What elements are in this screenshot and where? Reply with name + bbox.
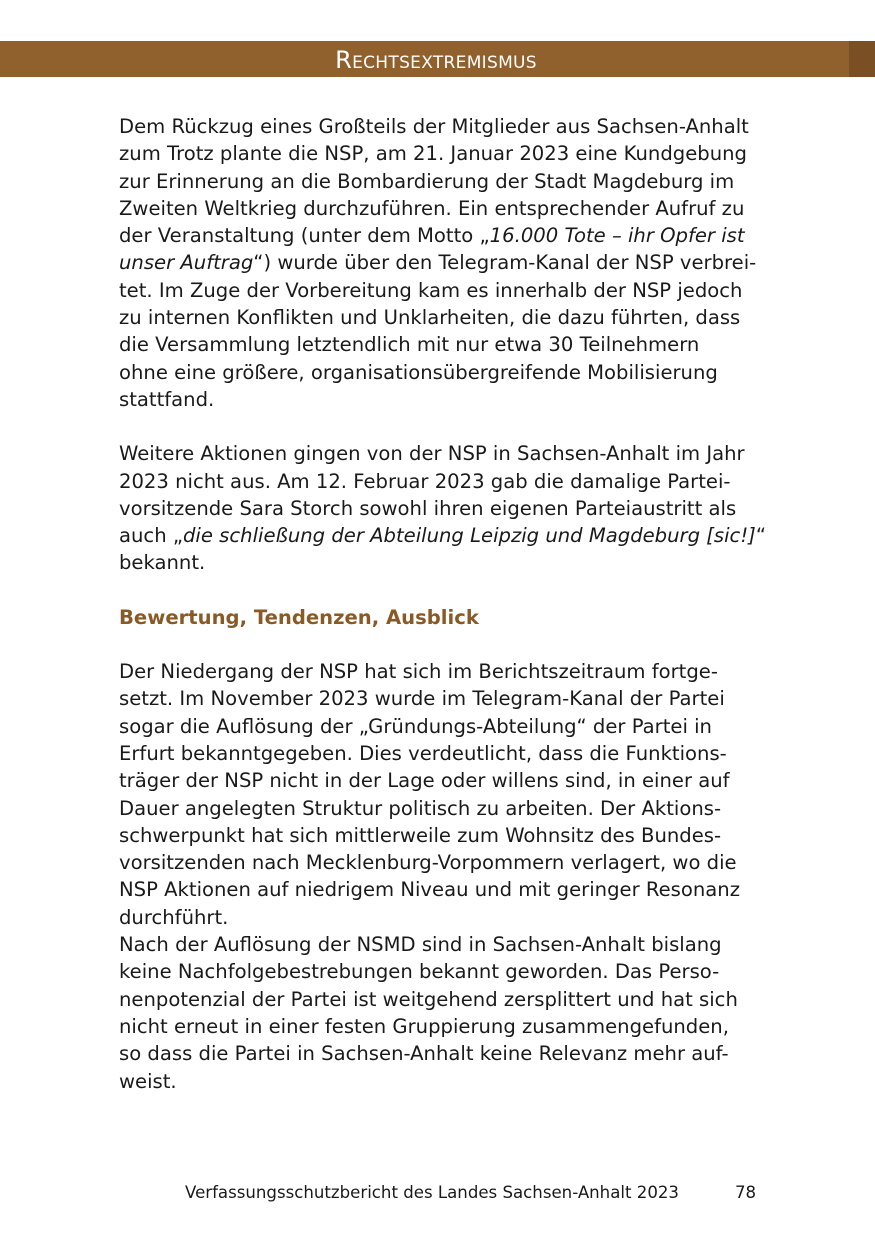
text-line: Nach der Auflösung der NSMD sind in Sachsen-Anhalt bislang — [119, 933, 722, 957]
text-line: zu internen Konflikten und Unklarheiten, die dazu führten, dass — [119, 306, 741, 330]
text-line: bekannt. — [119, 551, 206, 575]
text-line: die Versammlung letztendlich mit nur etwa 30 Teilnehmern — [119, 333, 700, 357]
subheading: Bewertung, Tendenzen, Ausblick — [119, 605, 479, 629]
text-line: setzt. Im November 2023 wurde im Telegram-Kanal der Partei — [119, 687, 725, 711]
text-line: nicht erneut in einer festen Gruppierung zusammengefunden, — [119, 1014, 729, 1038]
text-fragment: auch „ — [119, 524, 183, 548]
footer-publication-title: Verfassungsschutzbericht des Landes Sachsen-Anhalt 2023 — [185, 1183, 679, 1202]
text-line — [119, 249, 759, 276]
paragraph-2 — [119, 440, 766, 576]
paragraph-3 — [119, 658, 759, 1095]
section-title: Rechtsextremismus — [335, 46, 537, 74]
text-line — [119, 522, 766, 549]
text-line: Weitere Aktionen gingen von der NSP in Sachsen-Anhalt im Jahr — [119, 442, 745, 466]
text-line: Dauer angelegten Struktur politisch zu arbeiten. Der Aktions- — [119, 796, 722, 820]
text-line: Erfurt bekanntgegeben. Dies verdeutlicht, dass die Funktions- — [119, 741, 727, 765]
paragraph-spacer — [119, 577, 759, 604]
text-line: sogar die Auflösung der „Gründungs-Abteilung“ der Partei in — [119, 714, 712, 738]
text-line: Dem Rückzug eines Großteils der Mitglieder aus Sachsen-Anhalt — [119, 115, 749, 138]
text-line: ohne eine größere, organisationsübergreifende Mobilisierung — [119, 360, 718, 384]
text-line: keine Nachfolgebestrebungen bekannt geworden. Das Perso- — [119, 960, 720, 984]
text-line: 2023 nicht aus. Am 12. Februar 2023 gab die damalige Partei- — [119, 469, 731, 493]
text-line: vorsitzenden nach Mecklenburg-Vorpommern verlagert, wo die — [119, 851, 737, 875]
page-number: 78 — [735, 1183, 757, 1202]
text-line: träger der NSP nicht in der Lage oder willens sind, in einer auf — [119, 769, 730, 793]
text-line: durchführt. — [119, 905, 229, 929]
text-line: nenpotenzial der Partei ist weitgehend zersplittert und hat sich — [119, 987, 738, 1011]
paragraph-spacer — [119, 631, 759, 658]
text-line: Der Niedergang der NSP hat sich im Berichtszeitraum fortge- — [119, 660, 718, 684]
text-line — [119, 222, 759, 249]
text-line: weist. — [119, 1069, 177, 1093]
quote-italic: 16.000 Tote – ihr Opfer ist — [489, 224, 745, 248]
paragraph-1 — [119, 113, 759, 413]
text-fragment: der Veranstaltung (unter dem Motto „ — [119, 224, 490, 248]
main-content — [119, 113, 766, 1095]
text-fragment: “) wurde über den Telegram-Kanal der NSP verbrei- — [253, 251, 757, 275]
text-fragment: “ — [755, 524, 766, 548]
text-line: NSP Aktionen auf niedrigem Niveau und mit geringer Resonanz — [119, 878, 740, 902]
text-line: schwerpunkt hat sich mittlerweile zum Wohnsitz des Bundes- — [119, 823, 722, 847]
text-line: Zweiten Weltkrieg durchzuführen. Ein entsprechender Aufruf zu — [119, 196, 745, 220]
paragraph-spacer — [119, 413, 759, 440]
text-line: so dass die Partei in Sachsen-Anhalt keine Relevanz mehr auf- — [119, 1042, 729, 1066]
text-line: tet. Im Zuge der Vorbereitung kam es innerhalb der NSP jedoch — [119, 278, 743, 302]
quote-italic: unser Auftrag — [119, 251, 254, 275]
text-line: zum Trotz plante die NSP, am 21. Januar 2023 eine Kundgebung — [119, 142, 747, 166]
quote-italic: die schließung der Abteilung Leipzig und Magdeburg [sic!] — [183, 524, 756, 548]
text-line: vorsitzende Sara Storch sowohl ihren eigenen Parteiaustritt als — [119, 496, 737, 520]
text-line: stattfand. — [119, 387, 215, 411]
text-line: zur Erinnerung an die Bombardierung der Stadt Magdeburg im — [119, 169, 735, 193]
